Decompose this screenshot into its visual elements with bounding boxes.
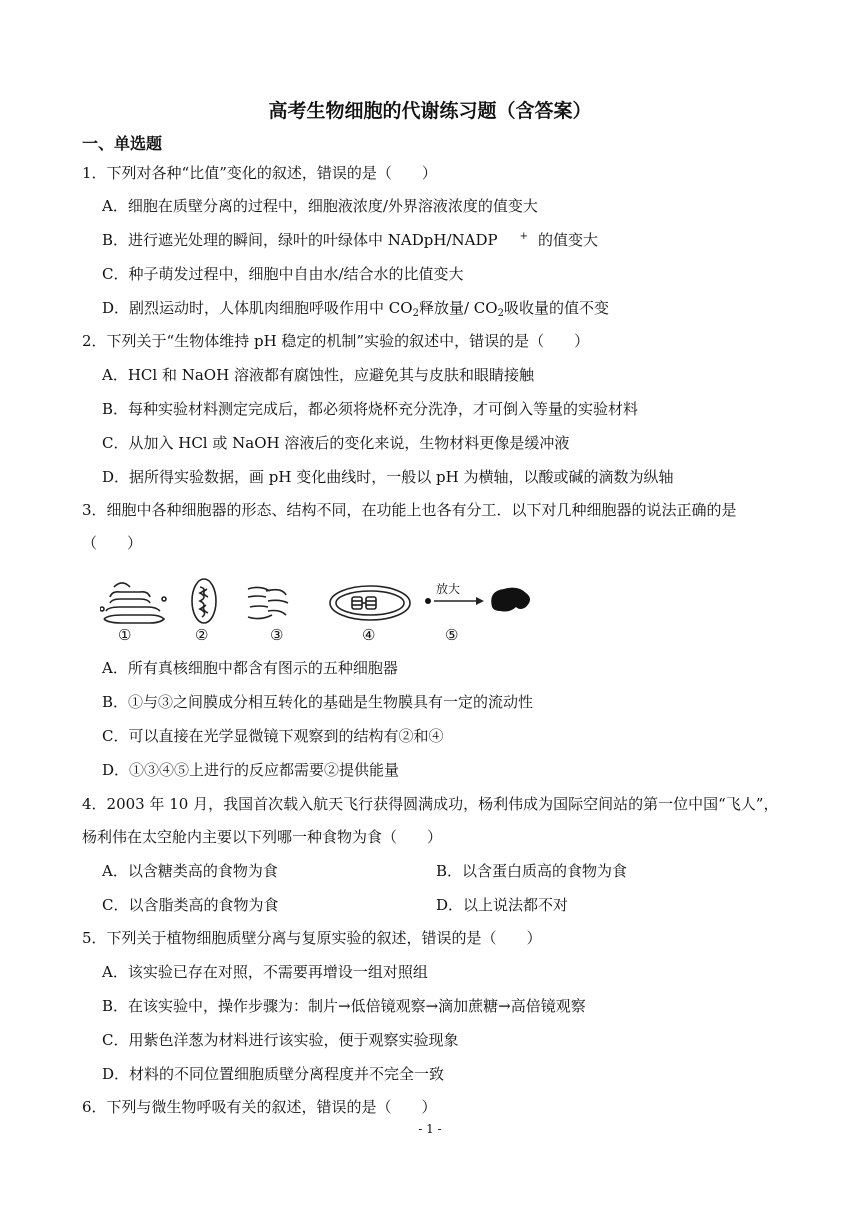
question-5-option-a: A．该实验已存在对照，不需要再增设一组对照组 [102,963,428,981]
question-2-option-b: B．每种实验材料测定完成后，都必须将烧杯充分洗净，才可倒入等量的实验材料 [102,400,639,418]
question-3-option-c: C．可以直接在光学显微镜下观察到的结构有②和④ [102,727,444,745]
chloroplast-icon [330,586,410,620]
page-number: - 1 - [418,1122,442,1136]
option-d-tail: 吸收量的值不变 [503,299,609,317]
endoplasmic-reticulum-icon [248,587,288,618]
question-5-option-c: C．用紫色洋葱为材料进行该实验，便于观察实验现象 [102,1031,459,1049]
option-d-mid: 释放量/ CO [418,299,498,317]
question-4-option-c: C．以含脂类高的食物为食 [102,896,279,914]
mitochondrion-icon [192,579,216,623]
figure-label-4: ④ [362,626,376,644]
option-b-text: B．进行遮光处理的瞬间，绿叶的叶绿体中 NADpH/NADP [102,231,498,249]
question-4-option-d: D．以上说法都不对 [436,896,569,914]
figure-label-1: ① [118,626,132,644]
question-5-option-b: B．在该实验中，操作步骤为：制片→低倍镜观察→滴加蔗糖→高倍镜观察 [102,997,586,1015]
question-5-stem: 5．下列关于植物细胞质壁分离与复原实验的叙述，错误的是（ ） [82,929,542,947]
document-title: 高考生物细胞的代谢练习题（含答案） [268,100,592,122]
question-4-option-a: A．以含糖类高的食物为食 [102,862,278,880]
question-2-option-a: A．HCl 和 NaOH 溶液都有腐蚀性，应避免其与皮肤和眼睛接触 [102,366,534,384]
question-3-option-a: A．所有真核细胞中都含有图示的五种细胞器 [102,659,398,677]
question-5-option-d: D．材料的不同位置细胞质壁分离程度并不完全一致 [102,1065,445,1083]
option-b-tail: 的值变大 [537,231,598,249]
question-4-stem-line2: 杨利伟在太空舱内主要以下列哪一种食物为食（ ） [82,828,443,846]
question-2-option-d: D．据所得实验数据，画 pH 变化曲线时，一般以 pH 为横轴，以酸或碱的滴数为纵轴 [102,468,674,486]
golgi-apparatus-icon [100,583,166,623]
question-2-stem: 2．下列关于“生物体维持 pH 稳定的机制”实验的叙述中，错误的是（ ） [82,332,590,350]
subscript-2: 2 [412,308,419,319]
organelle-diagram [100,577,540,627]
question-4-stem-line1: 4．2003 年 10 月，我国首次载入航天飞行获得圆满成功，杨利伟成为国际空间站的第一位中国“飞人”， [82,795,779,813]
question-6-stem: 6．下列与微生物呼吸有关的叙述，错误的是（ ） [82,1098,437,1116]
figure-label-5: ⑤ [445,626,459,644]
figure-label-3: ③ [270,626,284,644]
section-heading: 一、单选题 [82,134,163,153]
organelle-figure [100,577,540,631]
enlarge-label: 放大 [436,582,461,596]
question-1-option-c: C．种子萌发过程中，细胞中自由水/结合水的比值变大 [102,265,464,283]
question-1-stem: 1．下列对各种“比值”变化的叙述，错误的是（ ） [82,164,437,182]
subscript-2: 2 [497,308,504,319]
question-3-stem-line2: （ ） [82,534,143,552]
question-3-option-d: D．①③④⑤上进行的反应都需要②提供能量 [102,761,400,779]
question-1-option-a: A．细胞在质壁分离的过程中，细胞液浓度/外界溶液浓度的值变大 [102,197,538,215]
question-3-option-b: B．①与③之间膜成分相互转化的基础是生物膜具有一定的流动性 [102,693,534,711]
question-2-option-c: C．从加入 HCl 或 NaOH 溶液后的变化来说，生物材料更像是缓冲液 [102,434,570,452]
question-3-stem-line1: 3．细胞中各种细胞器的形态、结构不同，在功能上也各有分工．以下对几种细胞器的说法正确的是 [82,501,737,519]
option-d-text: D．剧烈运动时，人体肌肉细胞呼吸作用中 CO [102,299,413,317]
superscript-plus: + [519,231,528,242]
question-1-option-b [102,229,598,250]
question-1-option-d [102,297,609,319]
figure-label-2: ② [195,626,209,644]
question-4-option-b: B．以含蛋白质高的食物为食 [436,862,628,880]
